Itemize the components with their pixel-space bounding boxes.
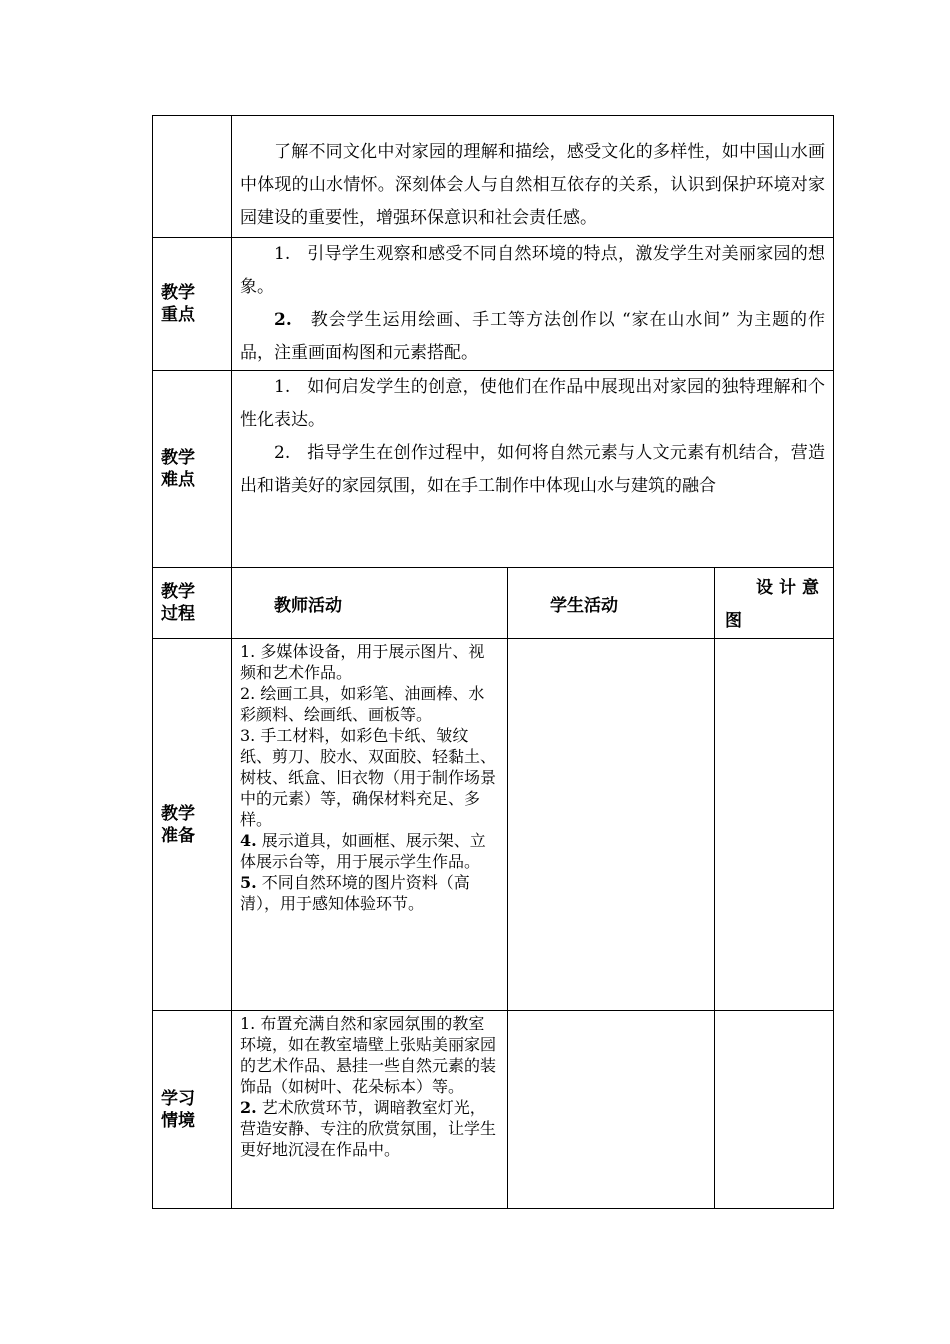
preparation-item: 5. 不同自然环境的图片资料（高清），用于感知体验环节。 [240, 873, 470, 913]
situation-label: 学习 情境 [153, 1011, 232, 1209]
key-point-item: 1. 引导学生观察和感受不同自然环境的特点，激发学生对美丽家园的想象。 [240, 244, 825, 297]
situation-item: 2. 艺术欣赏环节，调暗教室灯光，营造安静、专注的欣赏氛围，让学生更好地沉浸在作品中。 [240, 1098, 497, 1159]
design-intent-header: 设计意 图 [715, 568, 834, 639]
objective-cell [232, 116, 834, 238]
preparation-item: 3. 手工材料，如彩色卡纸、皱纹纸、剪刀、胶水、双面胶、轻黏土、树枝、纸盒、旧衣物（用于制作场景中的元素）等，确保材料充足、多样。 [240, 726, 497, 829]
objective-text: 了解不同文化中对家园的理解和描绘，感受文化的多样性，如中国山水画中体现的山水情怀。深刻体会人与自然相互依存的关系，认识到保护环境对家园建设的重要性，增强环保意识和社会责任感。 [240, 142, 825, 228]
process-header-row [153, 568, 834, 639]
difficulty-item: 2. 指导学生在创作过程中，如何将自然元素与人文元素有机结合，营造出和谐美好的家园氛围，如在手工制作中体现山水与建筑的融合 [240, 443, 825, 496]
lesson-plan-table [152, 115, 834, 1209]
preparation-item: 1. 多媒体设备，用于展示图片、视频和艺术作品。 [240, 642, 485, 682]
preparation-student-cell [508, 639, 715, 1011]
preparation-intent-cell [715, 639, 834, 1011]
difficulty-item: 1. 如何启发学生的创意，使他们在作品中展现出对家园的独特理解和个性化表达。 [240, 377, 825, 430]
situation-student-cell [508, 1011, 715, 1209]
difficulties-label: 教学 难点 [153, 371, 232, 568]
key-point-item: 2. 教会学生运用绘画、手工等方法创作以 “家在山水间” 为主题的作品，注重画面构图和元素搭配。 [240, 310, 825, 363]
key-points-row [153, 238, 834, 371]
preparation-teacher-cell [232, 639, 508, 1011]
difficulties-row [153, 371, 834, 568]
objective-row [153, 116, 834, 238]
key-points-label: 教学 重点 [153, 238, 232, 371]
situation-teacher-cell [232, 1011, 508, 1209]
situation-row [153, 1011, 834, 1209]
preparation-label: 教学 准备 [153, 639, 232, 1011]
preparation-row [153, 639, 834, 1011]
situation-intent-cell [715, 1011, 834, 1209]
difficulties-cell [232, 371, 834, 568]
student-activity-header: 学生活动 [508, 568, 715, 639]
objective-label-cell [153, 116, 232, 238]
teacher-activity-header: 教师活动 [232, 568, 508, 639]
preparation-item: 4. 展示道具，如画框、展示架、立体展示台等，用于展示学生作品。 [240, 831, 486, 871]
process-label: 教学 过程 [153, 568, 232, 639]
preparation-item: 2. 绘画工具，如彩笔、油画棒、水彩颜料、绘画纸、画板等。 [240, 684, 485, 724]
situation-item: 1. 布置充满自然和家园氛围的教室环境，如在教室墙壁上张贴美丽家园的艺术作品、悬挂一些自然元素的装饰品（如树叶、花朵标本）等。 [240, 1014, 497, 1096]
key-points-cell [232, 238, 834, 371]
